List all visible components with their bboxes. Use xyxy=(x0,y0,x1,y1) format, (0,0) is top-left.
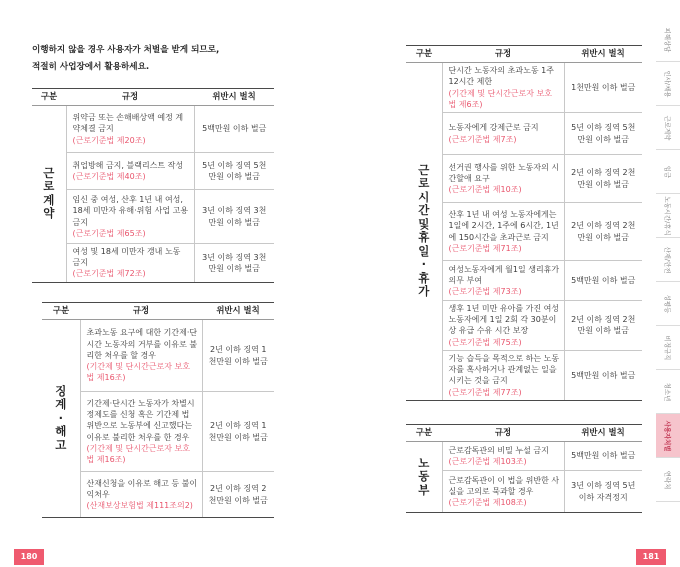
section-index-sidebar xyxy=(656,18,680,502)
index-tab-label: 청소년 xyxy=(663,382,672,401)
rule-reference: (근로기준법 제77조) xyxy=(448,387,522,397)
index-tab[interactable] xyxy=(656,62,680,106)
rule-reference: (근로기준법 제40조) xyxy=(72,172,146,181)
penalty-cell: 5백만원 이하 벌금 xyxy=(564,350,642,400)
discipline-rules-table xyxy=(42,302,274,518)
rule-cell xyxy=(80,472,202,518)
rule-reference: (근로기준법 제7조) xyxy=(448,134,517,144)
category-cell xyxy=(406,63,442,401)
category-label: 근로계약 xyxy=(43,165,55,221)
penalty-cell: 3년 이하 징역 3천만원 이하 벌금 xyxy=(194,244,274,283)
page-number-right: 181 xyxy=(636,549,666,565)
rule-reference: (근로기준법 제75조) xyxy=(448,337,522,347)
rule-reference: (기간제 및 단시간근로자 보호법 제16조) xyxy=(86,362,190,383)
rule-reference: (산재보상보험법 제111조의2) xyxy=(86,501,193,511)
header-penalty: 위반시 벌칙 xyxy=(202,303,274,320)
rule-text: 위약금 또는 손해배상액 예정 계약체결 금지 xyxy=(72,113,184,134)
category-cell xyxy=(406,442,442,513)
penalty-cell: 5년 이하 징역 5천만원 이하 벌금 xyxy=(194,153,274,190)
rule-cell xyxy=(66,153,194,190)
labor-office-rules-table xyxy=(406,424,642,513)
rule-text: 기간제·단시간 노동자가 차별시정제도를 신청 혹은 기간제 법 위반으로 노동부에 신고했다는 이유로 불리한 처우를 한 경우 xyxy=(86,398,195,442)
rule-text: 생후 1년 미만 유아를 가진 여성 노동자에게 1일 2회 각 30분이상 유급 수유 시간 보장 xyxy=(448,304,560,336)
rule-cell xyxy=(442,471,564,513)
intro-text xyxy=(32,42,322,76)
category-label: 근로시간 및 휴일·휴가 xyxy=(418,162,430,299)
rule-cell xyxy=(442,442,564,471)
header-rule: 규정 xyxy=(442,425,564,442)
header-category: 구분 xyxy=(406,46,442,63)
index-tab-label: 산재/안전 xyxy=(663,246,672,273)
rule-text: 노동자에게 강제근로 금지 xyxy=(448,123,539,133)
rule-reference: (기간제 및 단시간근로자 보호법 제6조) xyxy=(448,88,552,109)
penalty-cell: 2년 이하 징역 2천만원 이하 벌금 xyxy=(202,472,274,518)
header-penalty: 위반시 벌칙 xyxy=(194,89,274,106)
rule-text: 산재신청을 이유로 해고 등 불이익처우 xyxy=(86,478,198,499)
category-label: 노동부 xyxy=(418,455,430,497)
rule-text: 초과노동 요구에 대한 기간제·단시간 노동자의 거부를 이유로 불리한 처우를 할 경우 xyxy=(86,328,198,360)
penalty-cell: 5백만원 이하 벌금 xyxy=(564,442,642,471)
header-rule: 규정 xyxy=(442,46,564,63)
penalty-cell: 5년 이하 징역 5천만원 이하 벌금 xyxy=(564,113,642,155)
rule-reference: (근로기준법 제108조) xyxy=(448,498,527,508)
rule-reference: (근로기준법 제103조) xyxy=(448,457,527,466)
index-tab[interactable] xyxy=(656,194,680,238)
index-tab[interactable] xyxy=(656,458,680,502)
index-tab-label: 피해상담 xyxy=(663,27,672,52)
index-tab-label: 사용자처벌 xyxy=(663,420,672,451)
worktime-rules-table xyxy=(406,45,642,401)
rule-reference: (기간제 및 단시간근로자 보호법 제16조) xyxy=(86,443,190,464)
penalty-cell: 5백만원 이하 벌금 xyxy=(194,106,274,153)
rule-text: 기능 습득을 목적으로 하는 노동자를 혹사하거나 관계없는 일을 시키는 것을 금지 xyxy=(448,353,560,386)
index-tab-label: 노동시간/휴식 xyxy=(663,195,672,236)
index-tab-label: 연락처 xyxy=(663,470,672,489)
rule-reference: (근로기준법 제65조) xyxy=(72,228,146,238)
index-tab-label: 비정규직 xyxy=(663,335,672,360)
rule-text: 근로감독관의 비밀 누설 금지 xyxy=(448,445,549,455)
rule-text: 근로감독관이 이 법을 위반한 사실을 고의로 묵과할 경우 xyxy=(448,475,560,496)
header-rule: 규정 xyxy=(66,89,194,106)
rule-text: 단시간 노동자의 초과노동 1주 12시간 제한 xyxy=(448,66,554,87)
penalty-cell: 1천만원 이하 벌금 xyxy=(564,63,642,113)
header-category: 구분 xyxy=(32,89,66,106)
penalty-cell: 2년 이하 징역 2천만원 이하 벌금 xyxy=(564,155,642,203)
header-penalty: 위반시 벌칙 xyxy=(564,425,642,442)
rule-text: 선거권 행사를 위한 노동자의 시간할애 요구 xyxy=(448,162,560,183)
rule-text: 여성 및 18세 미만자 갱내 노동 금지 xyxy=(72,247,181,268)
index-tab[interactable] xyxy=(656,150,680,194)
rule-cell xyxy=(442,63,564,113)
penalty-cell: 2년 이하 징역 1천만원 이하 벌금 xyxy=(202,320,274,392)
rule-cell xyxy=(66,244,194,283)
penalty-cell: 2년 이하 징역 2천만원 이하 벌금 xyxy=(564,301,642,351)
penalty-cell: 2년 이하 징역 1천만원 이하 벌금 xyxy=(202,392,274,472)
index-tab-label: 근로계약 xyxy=(663,115,672,140)
header-rule: 규정 xyxy=(80,303,202,320)
rule-cell xyxy=(66,106,194,153)
index-tab[interactable] xyxy=(656,326,680,370)
penalty-cell: 5백만원 이하 벌금 xyxy=(564,261,642,301)
category-label: 징계·해고 xyxy=(55,383,67,452)
rule-cell xyxy=(442,261,564,301)
index-tab[interactable] xyxy=(656,238,680,282)
penalty-cell: 3년 이하 징역 3천만원 이하 벌금 xyxy=(194,190,274,244)
index-tab[interactable] xyxy=(656,370,680,414)
rule-cell xyxy=(442,301,564,351)
rule-text: 취업방해 금지, 블랙리스트 작성 xyxy=(72,160,184,170)
penalty-cell: 3년 이하 징역 5년 이하 자격정지 xyxy=(564,471,642,513)
index-tab-label: 성평등 xyxy=(663,294,672,313)
rule-text: 산후 1년 내 여성 노동자에게는 1일에 2시간, 1주에 6시간, 1년에 150시간을 초과근로 금지 xyxy=(448,210,559,242)
index-tab[interactable] xyxy=(656,414,680,458)
index-tab[interactable] xyxy=(656,18,680,62)
rule-cell xyxy=(80,320,202,392)
index-tab[interactable] xyxy=(656,282,680,326)
rule-cell xyxy=(442,203,564,261)
index-tab-label: 임금 xyxy=(663,165,672,178)
rule-reference: (근로기준법 제72조) xyxy=(72,269,146,279)
rule-cell xyxy=(442,350,564,400)
contract-rules-table xyxy=(32,88,274,283)
rule-cell xyxy=(442,113,564,155)
rule-reference: (근로기준법 제73조) xyxy=(448,287,522,297)
intro-line-1: 이행하지 않을 경우 사용자가 처벌을 받게 되므로, xyxy=(32,45,220,55)
intro-line-2: 적절히 사업장에서 활용하세요. xyxy=(32,62,150,72)
index-tab[interactable] xyxy=(656,106,680,150)
rule-reference: (근로기준법 제71조) xyxy=(448,243,522,253)
category-cell xyxy=(42,320,80,518)
rule-cell xyxy=(80,392,202,472)
rule-cell xyxy=(442,155,564,203)
header-category: 구분 xyxy=(406,425,442,442)
header-category: 구분 xyxy=(42,303,80,320)
index-tab-label: 인사/채용 xyxy=(663,70,672,97)
header-penalty: 위반시 벌칙 xyxy=(564,46,642,63)
rule-reference: (근로기준법 제20조) xyxy=(72,135,146,145)
rule-cell xyxy=(66,190,194,244)
rule-text: 임신 중 여성, 산후 1년 내 여성, 18세 미만자 유해·위험 사업 고용 금지 xyxy=(72,195,189,227)
page-number-left: 180 xyxy=(14,549,44,565)
rule-text: 여성노동자에게 월1일 생리휴가 의무 부여 xyxy=(448,264,560,285)
penalty-cell: 2년 이하 징역 2천만원 이하 벌금 xyxy=(564,203,642,261)
category-cell xyxy=(32,106,66,283)
rule-reference: (근로기준법 제10조) xyxy=(448,185,522,195)
